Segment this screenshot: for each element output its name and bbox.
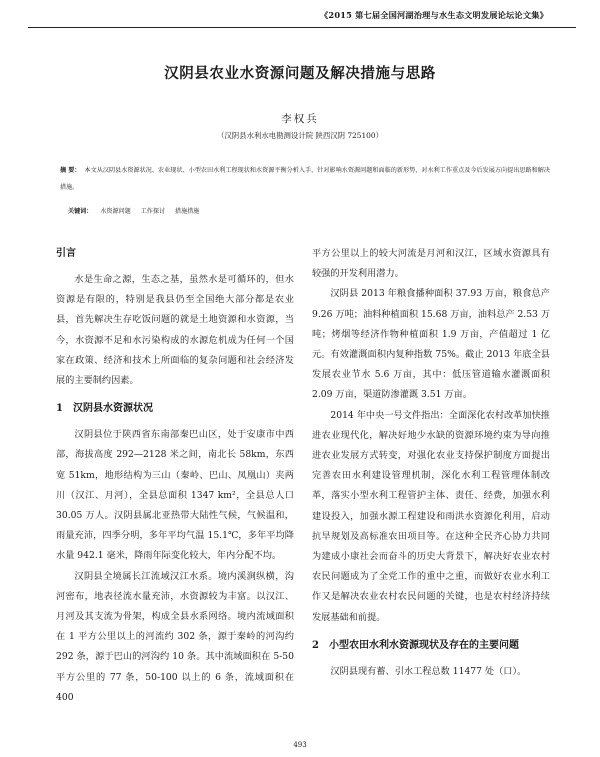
- abstract-label: 摘 要：: [60, 167, 81, 174]
- left-column: [56, 244, 294, 708]
- policy-paragraph: 2014 年中央一号文件指出：全面深化农村改革加快推进农业现代化，解决好地少水缺的资源环境约束为导向推进农业发展方式转变，对强化农业支持保护制度方面提出完善农田水利建设管理机制，深化水利工程管理体制改革，落实小型水利工程管护主体、责任、经费，加强水利建设投入，加强水源工程建设和雨洪水资源化利用，启动抗旱规划及高标准农田项目等。在这种全民齐心协力共同为建成小康社会而奋斗的历史大背景下，解决好农业农村农民问题成为了全党工作的重中之重，而做好农业水利工作又是解决农业农村农民问题的关键，也是农村经济持续发展基础和前提。: [312, 409, 550, 623]
- page-number: 493: [293, 741, 307, 749]
- abstract: [60, 162, 550, 196]
- section1-paragraph: 汉阴县全境属长江流域汉江水系。境内溪涧纵横，沟河密布，地表径流水量充沛，水资源较为丰富。以汉江、月河及其支流为骨架，构成全县水系网络。境内流域面积在 1 平方公里以上的河流约 302 条，源于秦岭的河沟约 292 条，源于巴山的河沟约 10 条。其中流域面积在 5-50 平方公里的 77 条，50-100 以上的 6 条，流域面积在 400: [56, 570, 294, 703]
- section-title: 小型农田水利水资源现状及存在的主要问题: [328, 639, 519, 651]
- intro-paragraph: 水是生命之源，生态之基，虽然水是可循环的，但水资源是有限的，特别是我县仍至全国绝大部分都是农业县，首先解决生存吃饭问题的就是土地资源和水资源，当今，水资源不足和水污染构成的水源危机成为任何一个国家在政策、经济和技术上所面临的复杂问题和社会经济发展的主要制约因素。: [56, 274, 294, 387]
- keywords-label: 关键词：: [68, 208, 93, 215]
- author-affiliation: （汉阴县水利水电勘测设计院 陕西汉阴 725100）: [217, 131, 383, 140]
- section1-paragraph: 汉阴县位于陕西省东南部秦巴山区，处于安康市中西部，海拔高度 292—2128 米之间，南北长 58km，东西宽 51km，地形结构为三山（秦岭、巴山、凤凰山）夹两川（汉江、月河），全县总面积 1347 km²，全县总人口 30.05 万人。汉阴县属北亚热带大陆性气候，气候温和，雨量充沛，四季分明，多年平均气温 15.1℃，多年平均降水量 942.1 毫米，降雨年际变化较大，年内分配不均。: [56, 429, 294, 562]
- keyword-item: 水资源问题: [100, 208, 131, 215]
- agriculture-paragraph: 汉阴县 2013 年粮食播种面积 37.93 万亩，粮食总产 9.26 万吨；油料种植面积 15.68 万亩，油料总产 2.53 万吨；烤烟等经济作物种植面积 1.9 万亩，产值超过 1 亿元。有效灌溉面积内复种指数 75%。截止 2013 年底全县发展农业节水 5.6 万亩，其中：低压管道输水灌溉面积 2.09 万亩，渠道防渗灌溉 3.51 万亩。: [312, 288, 551, 401]
- keyword-item: 措施措施: [175, 208, 200, 215]
- right-column: [312, 244, 550, 682]
- paper-title: 汉阴县农业水资源问题及解决措施与思路: [164, 65, 436, 82]
- section2-paragraph: 汉阴县现有蓄、引水工程总数 11477 处（口）。: [330, 665, 527, 677]
- section-heading-1: [56, 399, 294, 419]
- section-title: 引言: [56, 248, 76, 259]
- abstract-text: 本文从汉阴县水资源状况、农业现状、小型农田水利工程现状和水资源平衡分析入手，针对影响水资源问题和面临的新形势，对水利工作重点及今后发展方向提出思路和解决措施。: [60, 167, 550, 191]
- keywords: [68, 206, 548, 215]
- section-title: 汉阴县水资源状况: [72, 403, 153, 415]
- running-header: 《2015 第七届全国河湖治理与水生态文明发展论坛论文集》: [320, 10, 548, 20]
- continued-paragraph: 平方公里以上的较大河流是月河和汉江，区域水资源具有较强的开发利用潜力。: [312, 248, 550, 280]
- header-rule: [28, 27, 576, 28]
- author-name: 李权兵: [281, 113, 319, 125]
- keyword-item: 工作探讨: [140, 208, 166, 215]
- section-number: 1: [56, 403, 63, 415]
- section-heading-2: [312, 636, 550, 656]
- section-number: 2: [312, 639, 319, 651]
- section-heading-intro: [56, 244, 294, 264]
